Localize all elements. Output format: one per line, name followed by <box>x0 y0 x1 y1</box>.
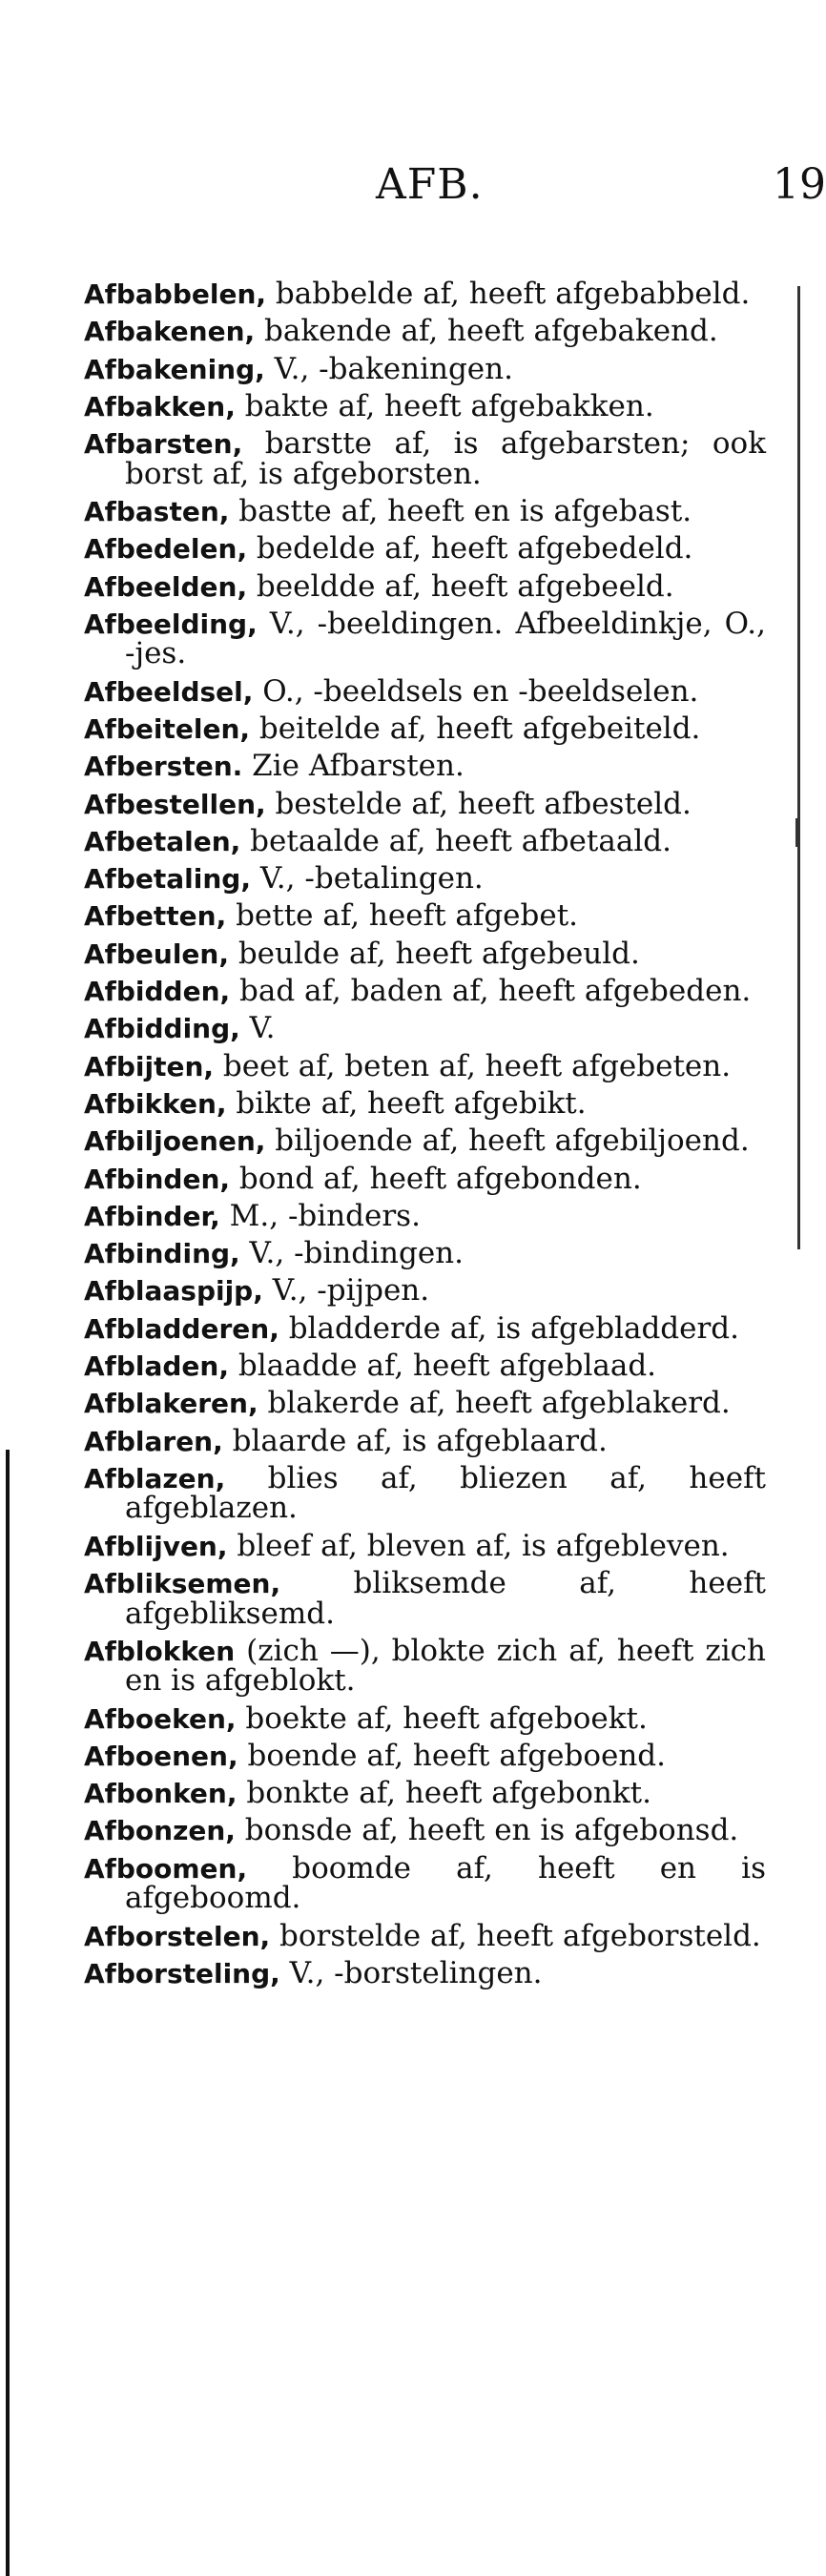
dictionary-entries <box>84 279 766 1996</box>
dictionary-entry <box>84 1918 766 1953</box>
dictionary-entry <box>84 279 766 310</box>
entry-headword: Afbeulen, <box>84 938 229 970</box>
entry-definition: bonkte af, heeft afgebonkt. <box>237 1776 651 1811</box>
dictionary-entry <box>84 606 766 671</box>
dictionary-entry <box>84 974 766 1009</box>
entry-definition: beeldde af, heeft afgebeeld. <box>247 568 674 604</box>
entry-headword: Afbladen, <box>84 1350 229 1383</box>
entry-definition: bond af, heeft afgebonden. <box>230 1161 642 1196</box>
entry-headword: Afbersten. <box>84 751 243 783</box>
entry-headword: Afbestellen, <box>84 788 266 820</box>
dictionary-entry <box>84 749 766 784</box>
entry-definition: biljoende af, heeft afgebiljoend. <box>265 1123 750 1159</box>
dictionary-entry <box>84 1423 766 1458</box>
entry-definition: V., -pijpen. <box>262 1273 430 1309</box>
dictionary-entry <box>84 531 766 567</box>
entry-definition: bakte af, heeft afgebakken. <box>235 388 654 423</box>
entry-headword: Afbakken, <box>84 390 236 422</box>
entry-definition: boende af, heeft afgeboend. <box>237 1738 667 1773</box>
dictionary-entry <box>84 786 766 821</box>
entry-definition: bette af, heeft afgebet. <box>226 898 579 934</box>
entry-definition: bad af, baden af, heeft afgebeden. <box>230 974 752 1009</box>
entry-definition: beet af, beten af, heeft afgebeten. <box>214 1048 732 1083</box>
dictionary-entry <box>84 314 766 349</box>
entry-definition: blakerde af, heeft afgeblakerd. <box>258 1386 731 1421</box>
entry-definition: bonsde af, heeft en is afgebonsd. <box>235 1813 739 1848</box>
entry-headword: Afbinder, <box>84 1200 220 1232</box>
dictionary-entry <box>84 1566 766 1631</box>
entry-headword: Afboeken, <box>84 1702 237 1735</box>
dictionary-entry <box>84 1633 766 1699</box>
entry-definition: V., -beeldingen. Afbeeldinkje, O., -jes. <box>125 606 766 671</box>
entry-definition: borstelde af, heeft afgeborsteld. <box>270 1918 761 1953</box>
entry-headword: Afbabbelen, <box>84 278 267 310</box>
entry-headword: Afbetaling, <box>84 863 251 896</box>
entry-definition: bestelde af, heeft afbesteld. <box>265 786 692 821</box>
dictionary-entry <box>84 823 766 858</box>
entry-definition: beitelde af, heeft afgebeiteld. <box>250 711 701 746</box>
entry-headword: Afbinding, <box>84 1238 240 1270</box>
entry-headword: Afblijven, <box>84 1530 228 1562</box>
entry-headword: Afbidden, <box>84 976 231 1008</box>
dictionary-entry <box>84 861 766 896</box>
entry-headword: Afbikken, <box>84 1087 227 1120</box>
entry-headword: Afblaren, <box>84 1425 223 1457</box>
dictionary-entry <box>84 1528 766 1563</box>
entry-headword: Afbijten, <box>84 1050 215 1082</box>
entry-definition: Zie Afbarsten. <box>242 749 465 784</box>
entry-definition: boomde af, heeft en is afgeboomd. <box>125 1850 766 1916</box>
entry-headword: Afbasten, <box>84 495 230 527</box>
dictionary-entry <box>84 1085 766 1121</box>
column-rule-left <box>6 1450 10 2576</box>
entry-definition: bliksemde af, heeft afgebliksemd. <box>125 1566 766 1631</box>
entry-headword: Afboomen, <box>84 1852 248 1885</box>
dictionary-entry <box>84 351 766 386</box>
dictionary-entry <box>84 1351 766 1382</box>
dictionary-entry <box>84 493 766 528</box>
entry-definition: bikte af, heeft afgebikt. <box>226 1085 587 1121</box>
page-header <box>0 160 826 217</box>
page-title: AFB. <box>376 160 484 209</box>
dictionary-entry <box>84 1776 766 1811</box>
entry-definition: bleef af, bleven af, is afgebleven. <box>227 1528 730 1563</box>
dictionary-entry <box>84 1123 766 1159</box>
entry-definition: blies af, bliezen af, heeft afgeblazen. <box>125 1460 766 1526</box>
entry-definition: boekte af, heeft afgeboekt. <box>236 1700 648 1736</box>
entry-headword: Afborstelen, <box>84 1920 271 1952</box>
entry-definition: O., -beeldsels en -beeldselen. <box>253 673 699 709</box>
dictionary-entry <box>84 936 766 971</box>
column-rule-right <box>797 286 800 1249</box>
entry-definition: (zich —), blokte zich af, heeft zich en is afgeblokt. <box>125 1633 766 1699</box>
entry-headword: Afbinden, <box>84 1163 231 1195</box>
entry-headword: Afbeitelen, <box>84 712 251 745</box>
entry-definition: V., -bindingen. <box>239 1236 465 1271</box>
entry-headword: Afbonzen, <box>84 1815 236 1847</box>
dictionary-entry <box>84 1700 766 1736</box>
dictionary-entry <box>84 388 766 423</box>
dictionary-entry <box>84 711 766 746</box>
entry-definition: V., -bakeningen. <box>264 351 513 386</box>
dictionary-entry <box>84 1310 766 1346</box>
entry-headword: Afbakening, <box>84 353 265 385</box>
column-rule-mark <box>795 818 799 847</box>
entry-headword: Afblaaspijp, <box>84 1275 263 1308</box>
entry-headword: Afbetten, <box>84 900 227 933</box>
entry-headword: Afboenen, <box>84 1740 238 1772</box>
entry-definition: bladderde af, is afgebladderd. <box>279 1310 740 1346</box>
entry-headword: Afbakenen, <box>84 316 256 348</box>
entry-headword: Afbetalen, <box>84 825 241 857</box>
entry-headword: Afbladderen, <box>84 1312 279 1345</box>
entry-definition: blaarde af, is afgeblaard. <box>222 1423 608 1458</box>
entry-headword: Afbedelen, <box>84 533 248 566</box>
entry-headword: Afblakeren, <box>84 1388 258 1420</box>
entry-headword: Afbeelden, <box>84 570 248 603</box>
dictionary-entry <box>84 1236 766 1271</box>
entry-definition: bakende af, heeft afgebakend. <box>255 314 718 349</box>
dictionary-entry <box>84 898 766 934</box>
entry-headword: Afbonken, <box>84 1778 237 1810</box>
entry-headword: Afbarsten, <box>84 428 243 461</box>
entry-definition: M., -binders. <box>219 1198 421 1233</box>
entry-definition: barstte af, is afgebarsten; ook borst af, is afgeborsten. <box>125 426 766 491</box>
dictionary-entry <box>84 1273 766 1309</box>
entry-definition: V., -betalingen. <box>250 861 484 896</box>
entry-headword: Afbliksemen, <box>84 1568 281 1599</box>
dictionary-entry <box>84 1955 766 1990</box>
entry-headword: Afbiljoenen, <box>84 1125 266 1158</box>
dictionary-entry <box>84 1738 766 1773</box>
dictionary-entry <box>84 673 766 709</box>
entry-headword: Afblazen, <box>84 1462 226 1494</box>
entry-headword: Afbidding, <box>84 1013 240 1045</box>
dictionary-entry <box>84 1460 766 1526</box>
dictionary-entry <box>84 1198 766 1233</box>
entry-definition: V. <box>239 1011 276 1046</box>
entry-headword: Afborsteling, <box>84 1957 280 1989</box>
entry-definition: blaadde af, heeft afgeblaad. <box>229 1349 657 1384</box>
dictionary-entry <box>84 1161 766 1196</box>
entry-definition: betaalde af, heeft afbetaald. <box>240 823 671 858</box>
entry-definition: bedelde af, heeft afgebedeld. <box>247 531 693 567</box>
entry-definition: bastte af, heeft en is afgebast. <box>229 493 692 528</box>
entry-headword: Afbeeldsel, <box>84 675 254 708</box>
page-number: 19 <box>773 160 826 209</box>
dictionary-entry <box>84 1813 766 1848</box>
entry-definition: beulde af, heeft afgebeuld. <box>228 936 640 971</box>
dictionary-entry <box>84 1011 766 1046</box>
dictionary-entry <box>84 568 766 604</box>
entry-headword: Afblokken <box>84 1635 236 1667</box>
entry-definition: V., -borstelingen. <box>279 1955 543 1990</box>
entry-definition: babbelde af, heeft afgebabbeld. <box>266 277 751 311</box>
dictionary-entry <box>84 1850 766 1916</box>
dictionary-entry <box>84 1386 766 1421</box>
dictionary-entry <box>84 426 766 491</box>
dictionary-entry <box>84 1048 766 1083</box>
entry-headword: Afbeelding, <box>84 608 258 640</box>
